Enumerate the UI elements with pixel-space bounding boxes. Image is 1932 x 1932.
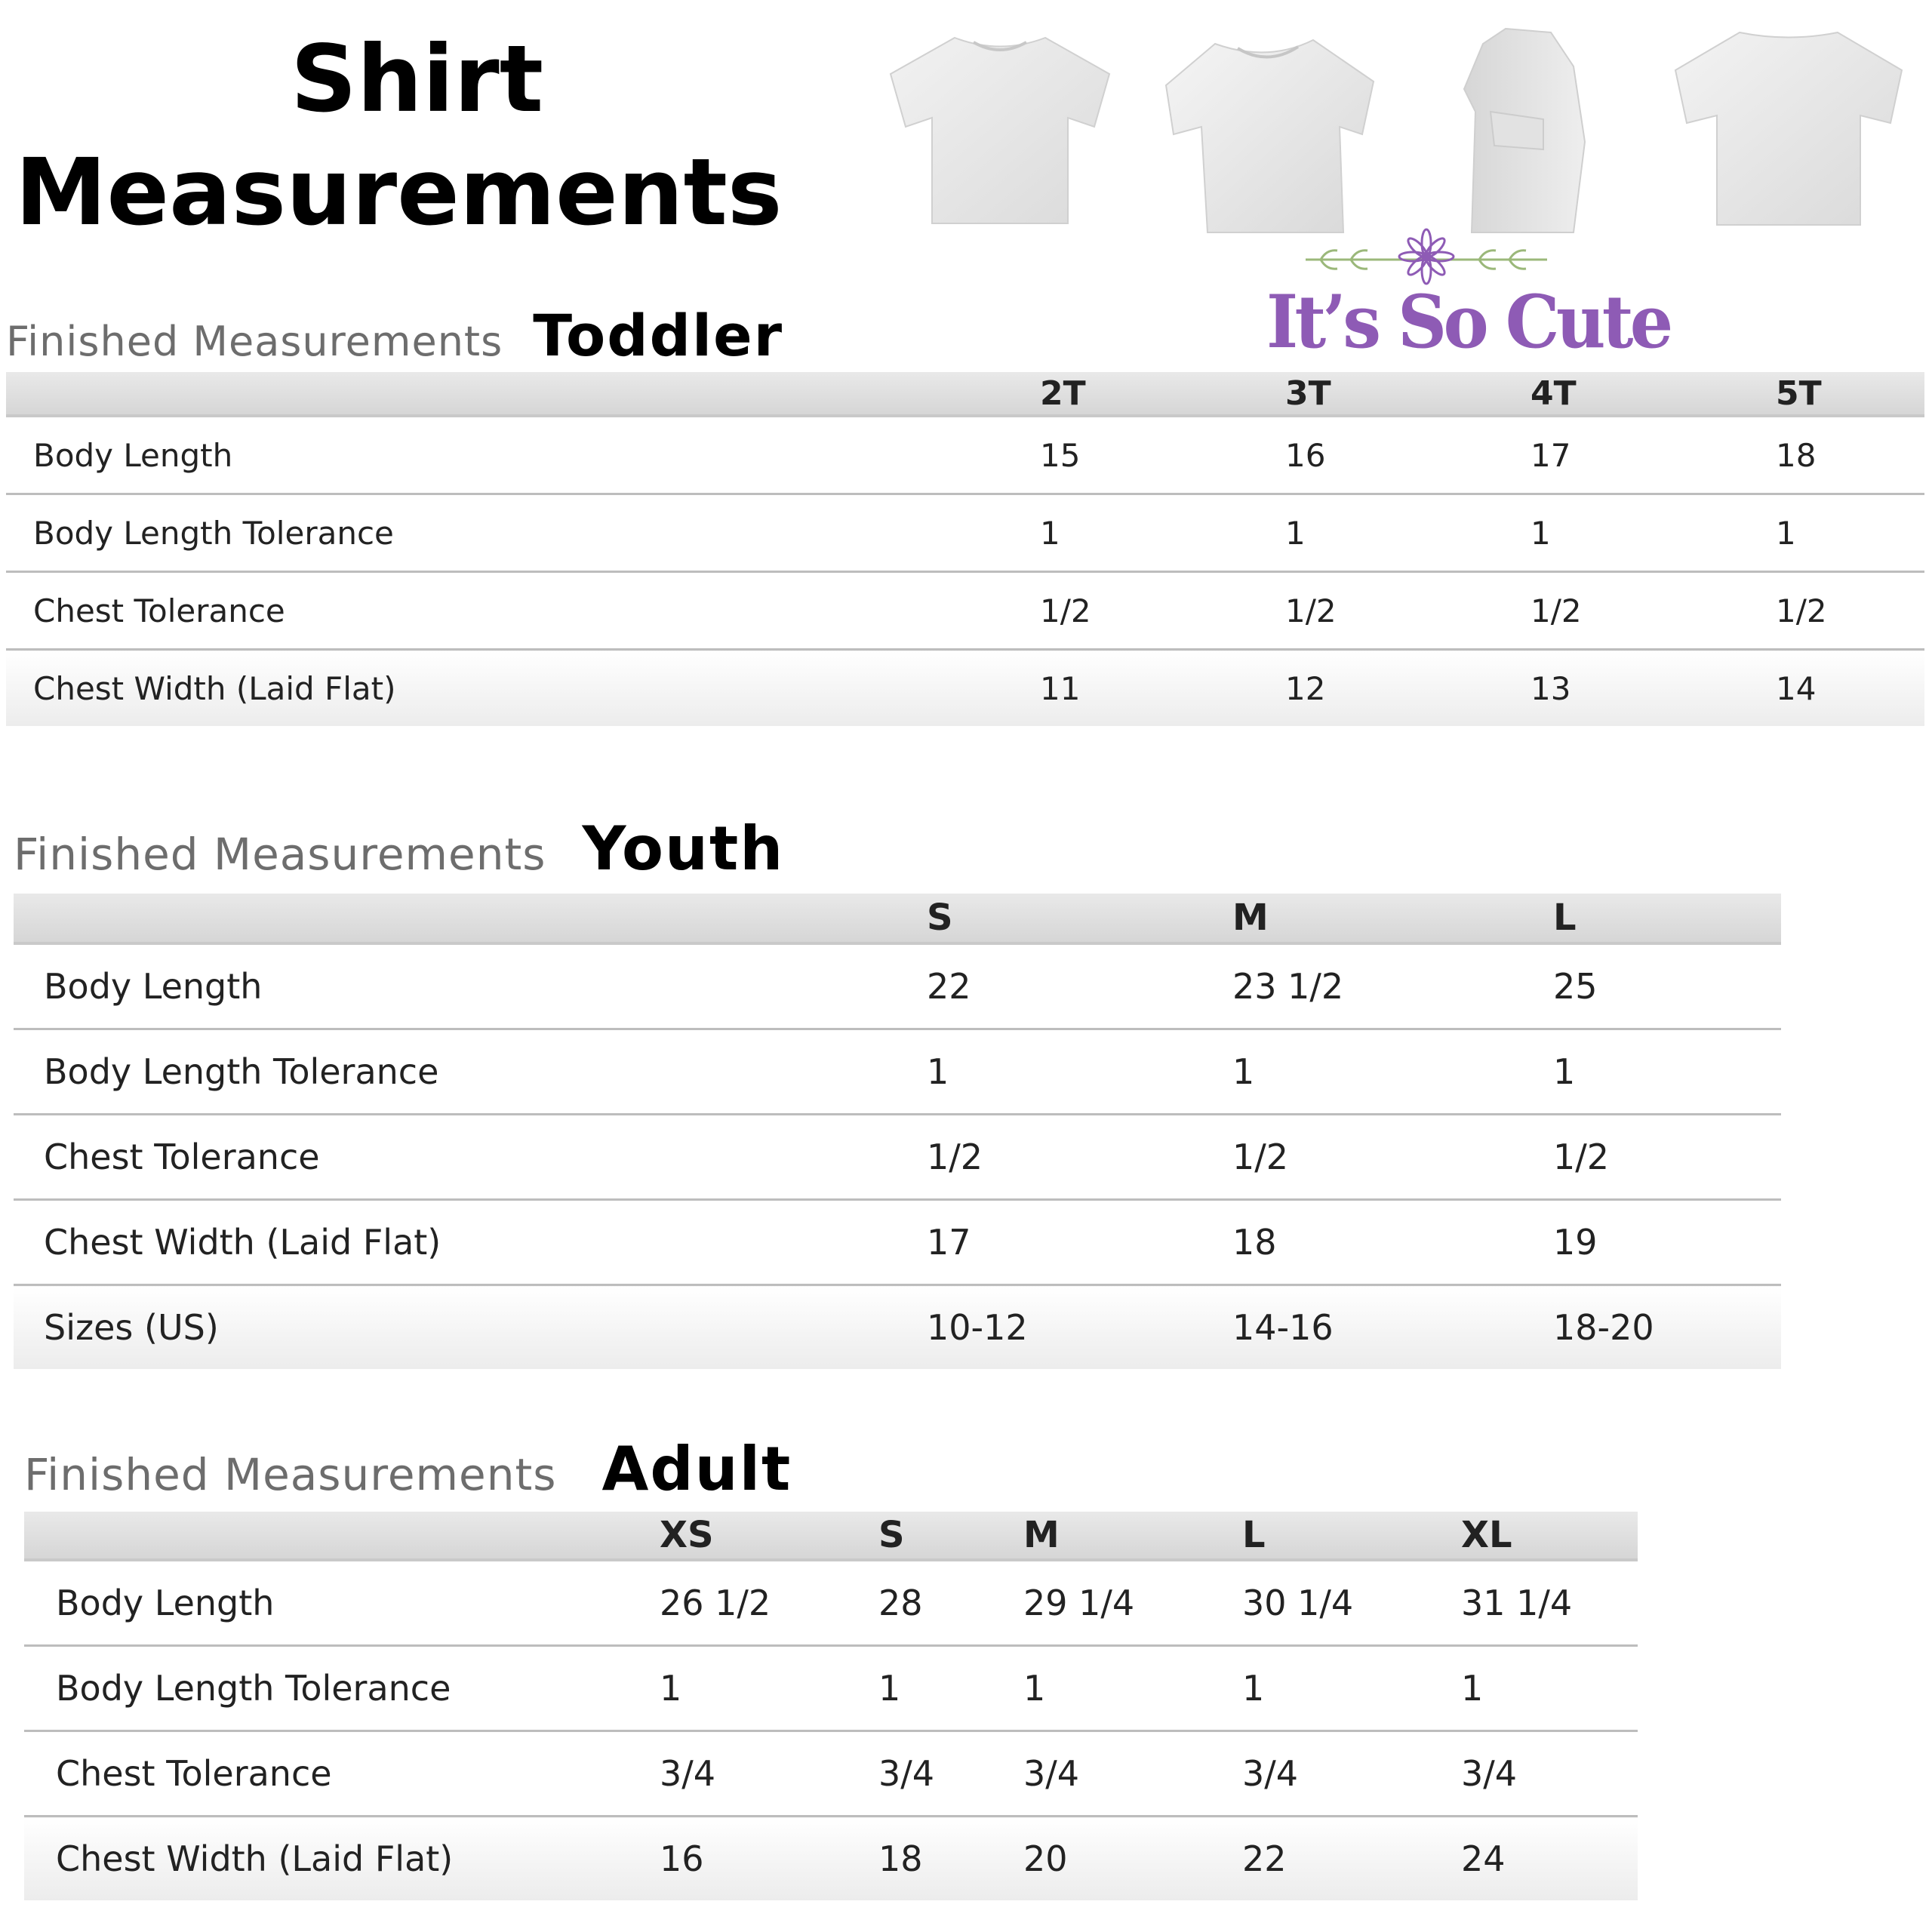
row-label: Chest Tolerance	[14, 1115, 927, 1200]
row-label: Chest Width (Laid Flat)	[14, 1200, 927, 1285]
table-row	[6, 572, 1924, 650]
cell-value: 31 1/4	[1461, 1560, 1638, 1646]
row-label: Body Length	[24, 1560, 660, 1646]
header-blank	[14, 894, 927, 943]
row-label: Chest Tolerance	[6, 572, 1040, 650]
row-label: Body Length	[14, 943, 927, 1029]
cell-value: 26 1/2	[660, 1560, 878, 1646]
toddler-size-table	[6, 372, 1924, 726]
title-line-2: Measurements	[15, 139, 783, 246]
table-row	[14, 1115, 1781, 1200]
youth-size-table	[14, 894, 1781, 1369]
cell-value: 15	[1040, 416, 1285, 494]
table-row	[6, 650, 1924, 727]
cell-value: 1	[1553, 1029, 1781, 1115]
row-label: Body Length	[6, 416, 1040, 494]
cell-value: 1/2	[1776, 572, 1924, 650]
cell-value: 11	[1040, 650, 1285, 727]
table-row	[14, 1029, 1781, 1115]
shirt-angled-icon	[1155, 21, 1381, 240]
cell-value: 22	[927, 943, 1232, 1029]
cell-value: 1	[1242, 1646, 1461, 1731]
table-row	[14, 943, 1781, 1029]
row-label: Body Length Tolerance	[14, 1029, 927, 1115]
title-line-1: Shirt	[291, 26, 544, 133]
row-label: Sizes (US)	[14, 1285, 927, 1370]
size-header: 5T	[1776, 372, 1924, 416]
finished-measurements-label: Finished Measurements	[6, 318, 503, 365]
finished-measurements-label: Finished Measurements	[24, 1449, 557, 1500]
cell-value: 22	[1242, 1817, 1461, 1901]
cell-value: 1	[1531, 494, 1776, 572]
table-row	[14, 1285, 1781, 1370]
cell-value: 1	[1776, 494, 1924, 572]
cell-value: 1	[660, 1646, 878, 1731]
cell-value: 1	[927, 1029, 1232, 1115]
toddler-section-header	[6, 302, 783, 369]
cell-value: 1	[878, 1646, 1023, 1731]
size-header: 3T	[1285, 372, 1531, 416]
youth-category-title: Youth	[582, 814, 785, 884]
cell-value: 1/2	[1553, 1115, 1781, 1200]
cell-value: 14-16	[1232, 1285, 1553, 1370]
adult-category-title: Adult	[601, 1434, 792, 1504]
row-label: Body Length Tolerance	[24, 1646, 660, 1731]
cell-value: 1/2	[1285, 572, 1531, 650]
cell-value: 1/2	[1040, 572, 1285, 650]
size-header: M	[1232, 894, 1553, 943]
cell-value: 23 1/2	[1232, 943, 1553, 1029]
cell-value: 17	[927, 1200, 1232, 1285]
size-header: 2T	[1040, 372, 1285, 416]
cell-value: 10-12	[927, 1285, 1232, 1370]
cell-value: 25	[1553, 943, 1781, 1029]
row-label: Chest Width (Laid Flat)	[24, 1817, 660, 1901]
cell-value: 24	[1461, 1817, 1638, 1901]
size-header: L	[1242, 1512, 1461, 1560]
cell-value: 3/4	[1242, 1731, 1461, 1817]
table-row	[14, 1200, 1781, 1285]
size-header: L	[1553, 894, 1781, 943]
table-row	[24, 1731, 1638, 1817]
adult-section-header	[24, 1434, 792, 1504]
shirt-front-icon	[883, 21, 1117, 232]
header-blank	[24, 1512, 660, 1560]
cell-value: 1/2	[1232, 1115, 1553, 1200]
row-label: Body Length Tolerance	[6, 494, 1040, 572]
cell-value: 17	[1531, 416, 1776, 494]
table-row	[24, 1646, 1638, 1731]
toddler-category-title: Toddler	[533, 302, 784, 369]
cell-value: 16	[660, 1817, 878, 1901]
cell-value: 28	[878, 1560, 1023, 1646]
header-blank	[6, 372, 1040, 416]
table-header-row	[6, 372, 1924, 416]
table-row	[24, 1560, 1638, 1646]
cell-value: 20	[1023, 1817, 1242, 1901]
adult-size-table	[24, 1512, 1638, 1900]
size-header: S	[878, 1512, 1023, 1560]
cell-value: 3/4	[660, 1731, 878, 1817]
cell-value: 18	[1776, 416, 1924, 494]
cell-value: 18-20	[1553, 1285, 1781, 1370]
youth-section-header	[14, 814, 784, 884]
cell-value: 14	[1776, 650, 1924, 727]
cell-value: 1/2	[927, 1115, 1232, 1200]
brand-logo-text: It’s So Cute	[1266, 279, 1670, 365]
size-header: M	[1023, 1512, 1242, 1560]
cell-value: 1	[1023, 1646, 1242, 1731]
size-header: 4T	[1531, 372, 1776, 416]
cell-value: 3/4	[878, 1731, 1023, 1817]
row-label: Chest Tolerance	[24, 1731, 660, 1817]
table-row	[6, 416, 1924, 494]
flower-vine-icon	[1298, 226, 1555, 287]
row-label: Chest Width (Laid Flat)	[6, 650, 1040, 727]
cell-value: 18	[1232, 1200, 1553, 1285]
size-header: S	[927, 894, 1232, 943]
size-header: XS	[660, 1512, 878, 1560]
table-row	[24, 1817, 1638, 1901]
cell-value: 16	[1285, 416, 1531, 494]
cell-value: 1	[1461, 1646, 1638, 1731]
cell-value: 30 1/4	[1242, 1560, 1461, 1646]
table-header-row	[14, 894, 1781, 943]
finished-measurements-label: Finished Measurements	[14, 829, 546, 880]
shirt-back-icon	[1668, 21, 1909, 232]
cell-value: 1	[1232, 1029, 1553, 1115]
cell-value: 19	[1553, 1200, 1781, 1285]
cell-value: 29 1/4	[1023, 1560, 1242, 1646]
cell-value: 12	[1285, 650, 1531, 727]
cell-value: 13	[1531, 650, 1776, 727]
cell-value: 3/4	[1461, 1731, 1638, 1817]
cell-value: 18	[878, 1817, 1023, 1901]
cell-value: 1	[1285, 494, 1531, 572]
cell-value: 1/2	[1531, 572, 1776, 650]
cell-value: 1	[1040, 494, 1285, 572]
shirt-side-icon	[1460, 21, 1596, 240]
cell-value: 3/4	[1023, 1731, 1242, 1817]
table-row	[6, 494, 1924, 572]
size-header: XL	[1461, 1512, 1638, 1560]
table-header-row	[24, 1512, 1638, 1560]
page-title	[15, 23, 853, 249]
